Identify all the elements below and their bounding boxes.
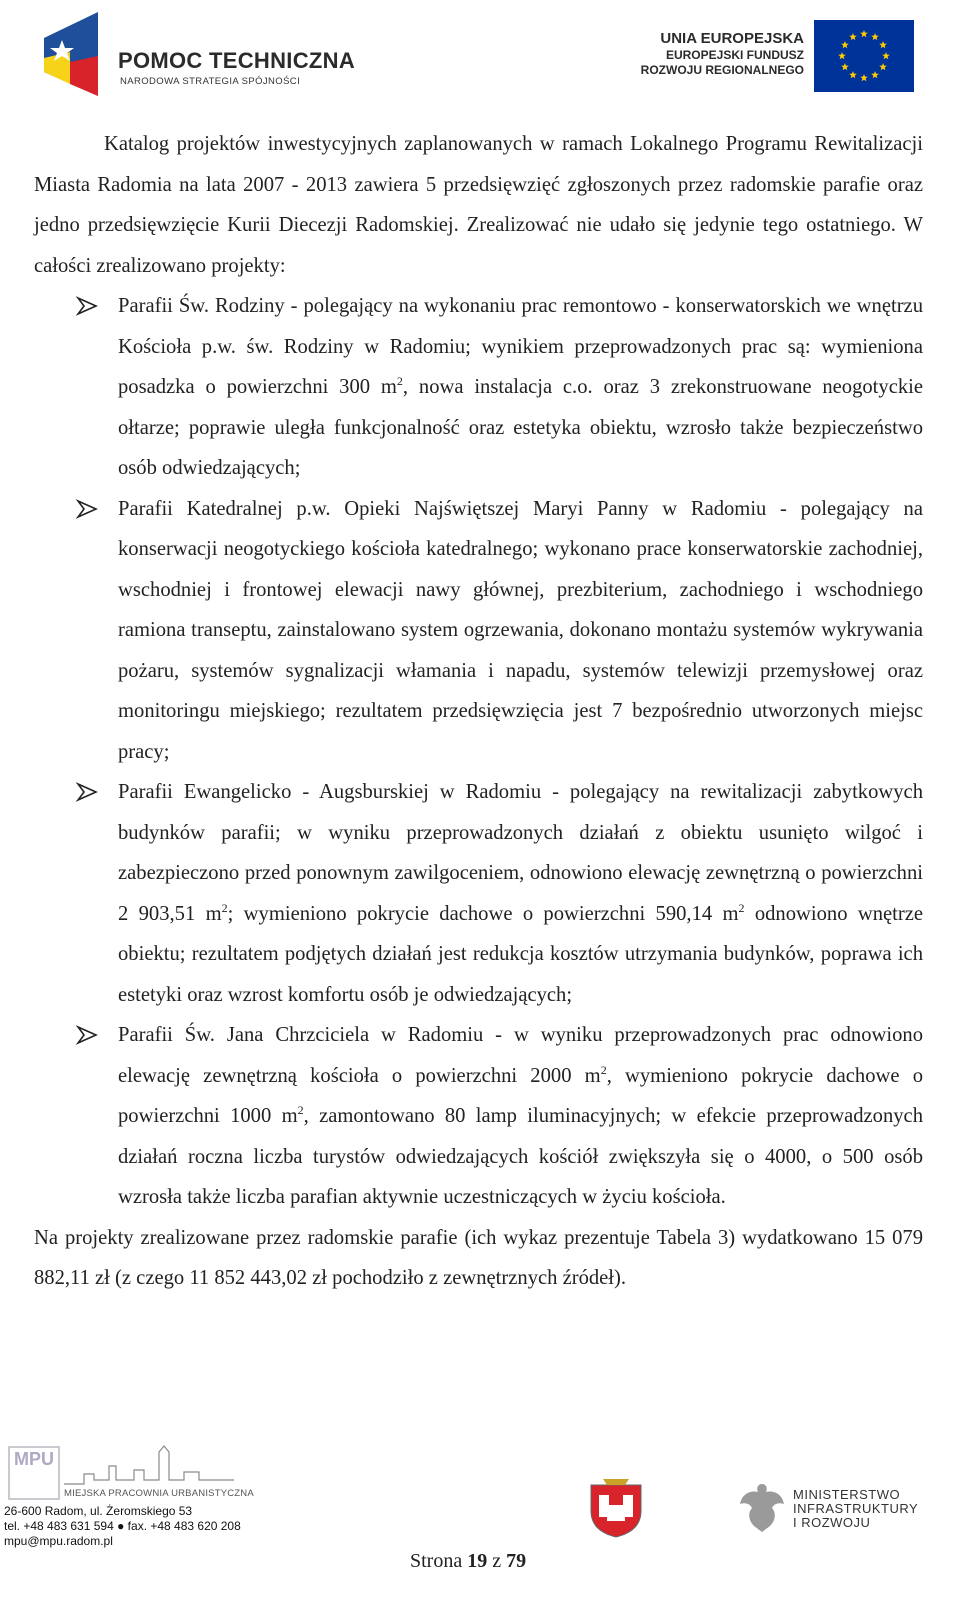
page-total: 79 [506, 1550, 527, 1572]
superscript: 2 [396, 374, 403, 388]
superscript: 2 [297, 1103, 304, 1117]
list-item [34, 489, 923, 773]
flag-logo-icon [40, 10, 102, 98]
page-separator: z [492, 1550, 502, 1572]
project-text-1: Parafii Św. Rodziny - polegający na wykonaniu prac remontowo - konserwatorskich we wnętrzu Kościoła p.w. św. Rodziny w Radomiu; wynikiem przeprowadzonych prac są: wymieniona posadzka o powierzchni 300 m [118, 295, 923, 398]
polish-eagle-icon [738, 1478, 786, 1534]
pomoc-techniczna-title: POMOC TECHNICZNA [118, 48, 356, 73]
page-number [410, 1550, 526, 1573]
ministry-line2: INFRASTRUKTURY [793, 1501, 919, 1516]
superscript: 2 [221, 900, 228, 915]
list-item [34, 772, 923, 1015]
project-text-4-mid: , wymieniono pokrycie dachowe o powierzchni 1000 m [118, 1064, 923, 1127]
page-header [0, 0, 960, 110]
address: 26-600 Radom, ul. Żeromskiego 53 [4, 1504, 193, 1518]
project-text-3-cont: odnowiono wnętrze obiektu; rezultatem podjętych działań jest redukcja kosztów utrzymania budynków, poprawa ich estetyki oraz wzrost komfortu osób je odwiedzających; [118, 902, 924, 1006]
phone-fax: tel. +48 483 631 594 ● fax. +48 483 620 208 [4, 1519, 241, 1533]
contact-block [4, 1504, 241, 1549]
radom-coat-of-arms-icon [585, 1475, 647, 1539]
intro-paragraph: Katalog projektów inwestycyjnych zaplanowanych w ramach Lokalnego Programu Rewitalizacji Miasta Radomia na lata 2007 - 2013 zawiera 5 przedsięwzięć zgłoszonych przez radomskie parafie oraz jedno przedsięwzięcie Kurii Diecezji Radomskiej. Zrealizować nie udało się jedynie tego ostatniego. W całości zrealizowano projekty: [34, 133, 923, 277]
superscript: 2 [738, 900, 745, 915]
eu-regional-line: ROZWOJU REGIONALNEGO [640, 63, 804, 77]
mpu-name: MIEJSKA PRACOWNIA URBANISTYCZNA [64, 1488, 254, 1499]
project-text-3: Parafii Ewangelicko - Augsburskiej w Radomiu - polegający na rewitalizacji zabytkowych budynków parafii; w wyniku przeprowadzonych działań z obiektu usunięto wilgoć i zabezpieczono przed ponownym zawilgoceniem, odnowiono elewację zewnętrzną o powierzchni 2 903,51 m [118, 781, 923, 925]
mpu-logo-mark: MPU [8, 1446, 60, 1500]
ministry-line1: MINISTERSTWO [793, 1487, 901, 1502]
page-current: 19 [467, 1550, 488, 1572]
strategy-subtitle: NARODOWA STRATEGIA SPÓJNOŚCI [120, 76, 301, 87]
page-footer [0, 1430, 960, 1607]
ministry-line3: I ROZWOJU [793, 1515, 871, 1530]
eu-title: UNIA EUROPEJSKA [660, 30, 804, 47]
eu-fund-text [641, 30, 804, 78]
pomoc-techniczna-logo [40, 10, 370, 100]
ministry-name [793, 1488, 918, 1530]
city-skyline-icon [64, 1444, 234, 1486]
project-text-4-cont: , zamontowano 80 lamp iluminacyjnych; w efekcie przeprowadzonych działań roczna liczba turystów odwiedzających kościół zwiększyła się o 4000, o 500 osób wzrosła także liczba parafian aktywnie uczestniczących w życiu kościoła. [118, 1105, 923, 1208]
eu-fund-logo [624, 20, 924, 92]
arrow-bullet-icon [76, 296, 98, 316]
eu-fund-line: EUROPEJSKI FUNDUSZ [665, 48, 804, 62]
project-text-3-mid: ; wymieniono pokrycie dachowe o powierzchni 590,14 m [227, 902, 739, 925]
arrow-bullet-icon [76, 499, 98, 519]
superscript: 2 [600, 1062, 607, 1077]
list-item [34, 286, 923, 489]
mpu-logo [4, 1438, 264, 1573]
page-prefix: Strona [410, 1550, 463, 1572]
project-text-4: Parafii Św. Jana Chrzciciela w Radomiu - w wyniku przeprowadzonych prac odnowiono elewację zewnętrzną kościoła o powierzchni 2000 m [118, 1024, 923, 1087]
eu-flag-icon [814, 20, 914, 92]
list-item [34, 1015, 923, 1218]
email: mpu@mpu.radom.pl [4, 1534, 113, 1548]
arrow-bullet-icon [76, 782, 98, 802]
closing-paragraph: Na projekty zrealizowane przez radomskie parafie (ich wykaz prezentuje Tabela 3) wydatkowano 15 079 882,11 zł (z czego 11 852 443,02 zł pochodziło z zewnętrznych źródeł). [34, 1226, 923, 1289]
project-text-2: Parafii Katedralnej p.w. Opieki Najświętszej Maryi Panny w Radomiu - polegający na konserwacji neogotyckiego kościoła katedralnego; wykonano prace konserwatorskie zachodniej, wschodniej i frontowej elewacji nawy głównej, prezbiterium, zachodniego i wschodniego ramiona transeptu, zainstalowano system ogrzewania, dokonano montażu systemów wykrywania pożaru, systemów sygnalizacji włamania i napadu, systemów telewizji przemysłowej oraz monitoringu miejskiego; rezultatem przedsięwzięcia jest 7 bezpośrednio utworzonych miejsc pracy; [118, 497, 923, 763]
arrow-bullet-icon [76, 1025, 98, 1045]
document-body [34, 124, 923, 1299]
project-text-1-cont: , nowa instalacja c.o. oraz 3 zrekonstruowane neogotyckie ołtarze; poprawie uległa funkcjonalność oraz estetyka obiektu, wzrosło także bezpieczeństwo osób odwiedzających; [118, 376, 923, 479]
project-list [34, 286, 923, 1218]
